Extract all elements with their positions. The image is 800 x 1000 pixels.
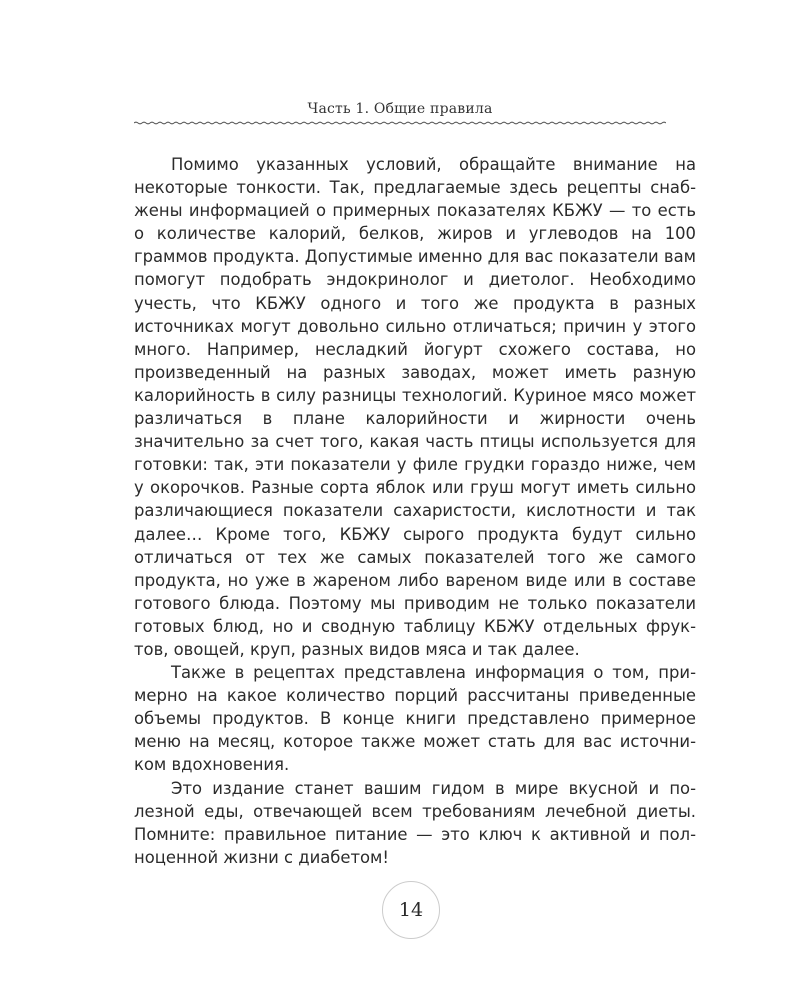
paragraph: Помимо указанных условий, обращайте внимание на некоторые тонкости. Так, предлагаемые здесь рецепты снабжены информацией о примерных показателях КБЖУ — то есть о количестве калорий, белков, жиров и углеводов на 100 граммов продукта. Допустимые именно для вас показатели вам помогут подобрать эндокринолог и диетолог. Необходимо учесть, что КБЖУ одного и того же продукта в разных источниках могут довольно сильно отличаться; причин у этого много. Например, несладкий йогурт схожего состава, но произведенный на разных заводах, может иметь разную калорийность в силу разницы технологий. Куриное мясо может различаться в плане калорийности и жирности очень значительно за счет того, какая часть птицы используется для готовки: так, эти показатели у филе грудки гораздо ниже, чем у окорочков. Разные сорта яблок или груш могут иметь сильно различающиеся показатели сахаристости, кислотности и так далее… Кроме того, КБЖУ сырого продукта будут сильно отличаться от тех же самых показателей того же самого продукта, но уже в жареном либо вареном виде или в составе готового блюда. Поэтому мы приводим не только показатели готовых блюд, но и сводную таблицу КБЖУ отдельных фруктов, овощей, круп, разных видов мяса и так далее. [134, 155, 696, 659]
wavy-divider [134, 118, 666, 128]
wavy-divider-line [134, 122, 666, 124]
page-number-badge [382, 881, 440, 939]
paragraph: Также в рецептах представлена информация о том, примерно на какое количество порций рассчитаны приведенные объемы продуктов. В конце книги представлено примерное меню на месяц, которое также может стать для вас источником вдохновения. [134, 663, 696, 775]
body-text [134, 153, 696, 869]
running-head: Часть 1. Общие правила [307, 101, 493, 117]
paragraph: Это издание станет вашим гидом в мире вкусной и полезной еды, отвечающей всем требованиям лечебной диеты. Помните: правильное питание — это ключ к активной и полноценной жизни с диабетом! [134, 778, 696, 867]
page-number: 14 [398, 899, 424, 921]
